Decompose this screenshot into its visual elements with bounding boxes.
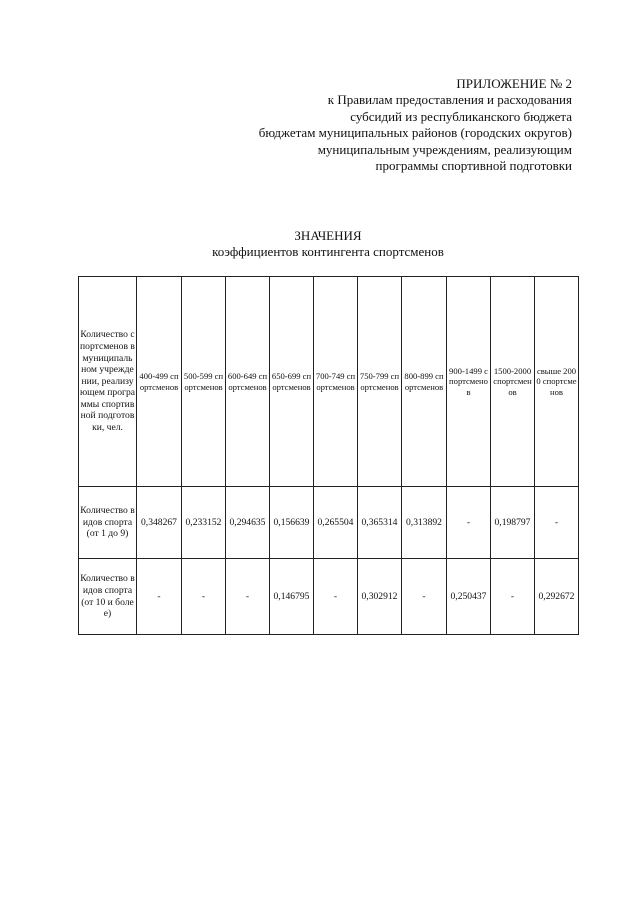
table-cell: 0,292672 [535,559,579,635]
column-header: 800-899 спортсменов [402,277,447,487]
table-cell: 0,146795 [270,559,314,635]
title-subtitle: коэффициентов контингента спортсменов [212,244,444,259]
table-cell: 0,250437 [447,559,491,635]
table-cell: 0,265504 [314,487,358,559]
appendix-line: программы спортивной подготовки [375,158,572,174]
column-header: 500-599 спортсменов [182,277,226,487]
column-header: 650-699 спортсменов [270,277,314,487]
appendix-header [112,76,572,174]
column-header: 700-749 спортсменов [314,277,358,487]
table-cell: - [226,559,270,635]
appendix-line: к Правилам предоставления и расходования [327,92,572,108]
row-label: Количество видов спорта (от 10 и более) [79,559,137,635]
table-cell: 0,302912 [358,559,402,635]
column-header: 750-799 спортсменов [358,277,402,487]
table-cell: - [447,487,491,559]
table-cell: 0,348267 [137,487,182,559]
table-cell: - [314,559,358,635]
table-cell: 0,313892 [402,487,447,559]
row-label: Количество видов спорта (от 1 до 9) [79,487,137,559]
appendix-number: ПРИЛОЖЕНИЕ № 2 [456,76,572,91]
table-header-row [79,277,579,487]
appendix-line: субсидий из республиканского бюджета [350,108,572,124]
table-cell: - [182,559,226,635]
table-cell: 0,365314 [358,487,402,559]
table-cell: - [535,487,579,559]
table-cell: - [491,559,535,635]
appendix-line: муниципальным учреждениям, реализующим [317,141,572,157]
title-heading: ЗНАЧЕНИЯ [294,228,362,243]
table-cell: 0,156639 [270,487,314,559]
column-header: 400-499 спортсменов [137,277,182,487]
appendix-line: бюджетам муниципальных районов (городских округов) [258,125,572,141]
coefficients-table [78,276,579,635]
table-cell: 0,294635 [226,487,270,559]
column-header: свыше 2000 спортсменов [535,277,579,487]
table-cell: 0,233152 [182,487,226,559]
table-cell: 0,198797 [491,487,535,559]
column-header: 900-1499 спортсменов [447,277,491,487]
table-row [79,487,579,559]
column-header: 600-649 спортсменов [226,277,270,487]
document-title [0,228,640,260]
column-header: 1500-2000 спортсменов [491,277,535,487]
table-corner-header: Количество спортсменов в муниципальном учреждении, реализующем программы спортивной подготовки, чел. [79,277,137,487]
table-row [79,559,579,635]
table-cell: - [402,559,447,635]
table-cell: - [137,559,182,635]
